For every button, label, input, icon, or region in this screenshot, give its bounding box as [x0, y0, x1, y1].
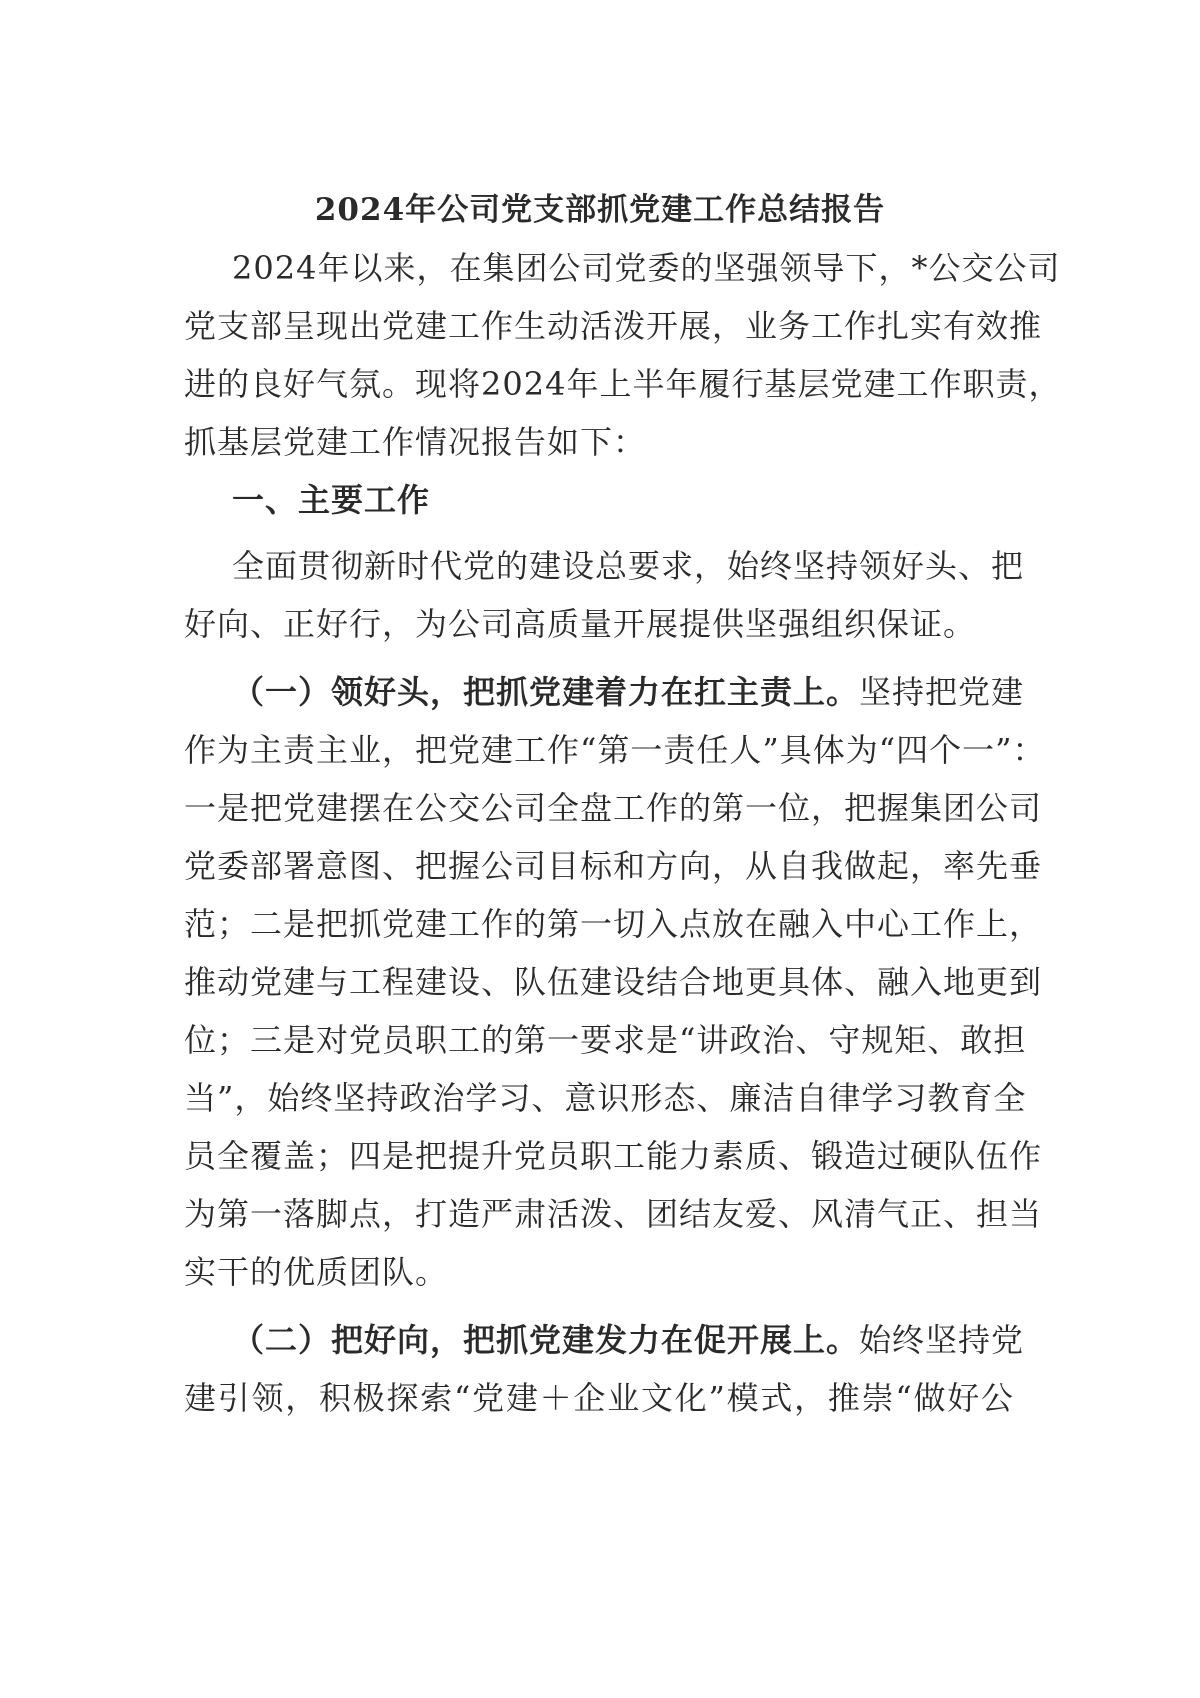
paragraph-line: 全面贯彻新时代党的建设总要求，始终坚持领好头、把 [232, 547, 1025, 585]
paragraph-line: 建引领，积极探索“党建＋企业文化”模式，推崇“做好公 [184, 1379, 1014, 1417]
paragraph-line: 位；三是对党员职工的第一要求是“讲政治、守规矩、敢担 [184, 1021, 1027, 1059]
paragraph-line: 作为主责主业，把党建工作“第一责任人”具体为“四个一”： [184, 731, 1046, 769]
paragraph-line: 为第一落脚点，打造严肃活泼、团结友爱、风清气正、担当 [184, 1195, 1043, 1233]
paragraph-line: 2024年以来，在集团公司党委的坚强领导下，*公交公司 [232, 249, 1061, 287]
subsection-heading: （二）把好向，把抓党建发力在促开展上。 [232, 1321, 860, 1359]
paragraph-line: 实干的优质团队。 [184, 1253, 449, 1291]
subsection-heading: （一）领好头，把抓党建着力在扛主责上。 [232, 673, 860, 711]
paragraph-line: 范；二是把抓党建工作的第一切入点放在融入中心工作上， [184, 905, 1043, 943]
paragraph-line: 好向、正好行，为公司高质量开展提供坚强组织保证。 [184, 605, 977, 643]
paragraph-line: 一是把党建摆在公交公司全盘工作的第一位，把握集团公司 [184, 789, 1043, 827]
paragraph-line: 进的良好气氛。现将2024年上半年履行基层党建工作职责， [184, 365, 1062, 403]
paragraph-line: 党支部呈现出党建工作生动活泼开展，业务工作扎实有效推 [184, 307, 1043, 345]
subsection-line [232, 662, 1025, 722]
paragraph-line: 推动党建与工程建设、队伍建设结合地更具体、融入地更到 [184, 963, 1043, 1001]
subsection-text: 始终坚持党 [859, 1321, 1025, 1359]
section-heading: 一、主要工作 [232, 481, 431, 519]
paragraph-line: 员全覆盖；四是把提升党员职工能力素质、锻造过硬队伍作 [184, 1137, 1043, 1175]
document-title: 2024年公司党支部抓党建工作总结报告 [314, 192, 886, 228]
paragraph-line: 党委部署意图、把握公司目标和方向，从自我做起，率先垂 [184, 847, 1043, 885]
subsection-text: 坚持把党建 [859, 673, 1025, 711]
paragraph-line: 抓基层党建工作情况报告如下： [184, 423, 647, 461]
subsection-line [232, 1310, 1025, 1370]
paragraph-line: 当”，始终坚持政治学习、意识形态、廉洁自律学习教育全 [184, 1079, 1027, 1117]
